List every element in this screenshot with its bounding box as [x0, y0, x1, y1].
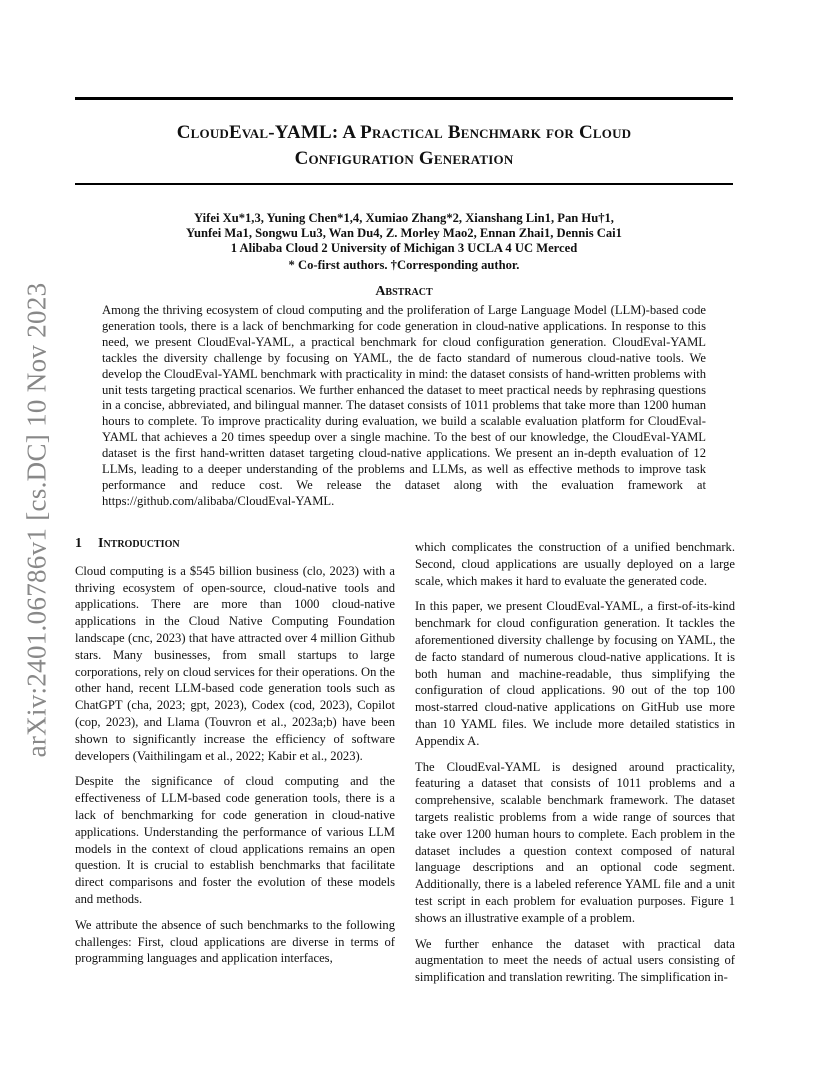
intro-paragraph-2: Despite the significance of cloud computing and the effectiveness of LLM-based code generation tools, there is a lack of benchmarking for code generation in cloud-native applications. Understanding the performance of various LLM models in the context of cloud applications remains an open question. It is crucial to establish benchmarks that facilitate direct comparisons and foster the evolution of these models and methods.	[75, 774, 395, 906]
left-column	[75, 536, 395, 976]
author-block	[75, 211, 733, 273]
intro-paragraph-6: The CloudEval-YAML is designed around practicality, featuring a dataset that consists of 1011 problems and a comprehensive, scalable benchmark framework. The dataset targets realistic problems from a wide range of sources that take over 1200 human hours to complete. Each problem in the dataset includes a question context composed of natural language descriptions and an optional code segment. Additionally, there is a labeled reference YAML file and a unit test script in each problem for evaluation purposes. Figure 1 shows an illustrative example of a problem.	[415, 759, 735, 925]
intro-paragraph-7: We further enhance the dataset with practical data augmentation to meet the needs of actual users consisting of simplification and translation rewriting. The simplification in-	[415, 936, 735, 985]
section-number: 1	[75, 536, 82, 551]
authors-line-2: Yunfei Ma1, Songwu Lu3, Wan Du4, Z. Morley Mao2, Ennan Zhai1, Dennis Cai1	[186, 226, 622, 240]
intro-paragraph-3: We attribute the absence of such benchmarks to the following challenges: First, cloud applications are diverse in terms of programming languages and application interfaces,	[75, 917, 395, 966]
authors-line-1: Yifei Xu*1,3, Yuning Chen*1,4, Xumiao Zhang*2, Xianshang Lin1, Pan Hu†1,	[194, 211, 614, 225]
right-column	[415, 539, 735, 995]
section-heading	[75, 536, 395, 553]
intro-paragraph-4: which complicates the construction of a unified benchmark. Second, cloud applications are usually deployed on a large scale, which makes it hard to evaluate the generated code.	[415, 540, 735, 588]
arxiv-stamp[interactable]	[22, 282, 52, 758]
arxiv-identifier: arXiv:2401.06786v1 [cs.DC] 10 Nov 2023	[21, 282, 52, 758]
paper-title	[75, 120, 733, 172]
abstract-heading: Abstract	[375, 284, 433, 299]
title-line-2: Configuration Generation	[294, 148, 514, 169]
abstract-text: Among the thriving ecosystem of cloud computing and the proliferation of Large Language Model (LLM)-based code generation tools, there is a lack of benchmarking for code generation in cloud-native applications. In response to this need, we present CloudEval-YAML, a practical benchmark for cloud configuration generation. CloudEval-YAML tackles the diversity challenge by focusing on YAML, the de facto standard of numerous cloud-native tools. We develop the CloudEval-YAML benchmark with practicality in mind: the dataset consists of hand-written problems with unit tests targeting practical scenarios. We further enhanced the dataset to meet practical needs by rephrasing questions in a concise, abbreviated, and bilingual manner. The dataset consists of 1011 problems that take more than 1200 human hours to complete. To improve practicality during evaluation, we build a scalable evaluation platform for CloudEval-YAML that achieves a 20 times speedup over a single machine. To the best of our knowledge, the CloudEval-YAML dataset is the first hand-written dataset targeting cloud-native applications. We present an in-depth evaluation of 12 LLMs, leading to a deeper understanding of the problems and LLMs, as well as effective methods to improve task performance and reduce cost. We release the dataset along with the evaluation framework at https://github.com/alibaba/CloudEval-YAML.	[102, 303, 706, 508]
bottom-rule	[75, 183, 733, 185]
intro-paragraph-5: In this paper, we present CloudEval-YAML, a first-of-its-kind benchmark for cloud configuration generation. It tackles the aforementioned diversity challenge by focusing on YAML, the de facto standard of numerous cloud-native applications. It is both human and machine-readable, thus simplifying the configuration of cloud applications. 90 out of the top 100 most-starred cloud-native applications on GitHub use more than 10 YAML files. We include more detailed statistics in Appendix A.	[415, 599, 735, 748]
intro-paragraph-1: Cloud computing is a $545 billion business (clo, 2023) with a thriving ecosystem of open-source, cloud-native tools and applications. There are more than 1000 cloud-native applications in the Cloud Native Computing Foundation landscape (cnc, 2023) that have attracted over 4 million Github stars. Many businesses, from small startups to large corporations, rely on cloud services for their operations. On the other hand, recent LLM-based code generation tools such as ChatGPT (cha, 2023; gpt, 2023), Codex (cod, 2023), Copilot (cop, 2023), and Llama (Touvron et al., 2023a;b) have been shown to significantly increase the efficiency of software developers (Vaithilingam et al., 2022; Kabir et al., 2023).	[75, 563, 395, 763]
title-line-1: CloudEval-YAML: A Practical Benchmark for Cloud	[176, 122, 632, 143]
section-title: Introduction	[98, 536, 180, 551]
author-note: * Co-first authors. †Corresponding author.	[288, 258, 520, 272]
top-rule	[75, 97, 733, 100]
affiliations: 1 Alibaba Cloud 2 University of Michigan 3 UCLA 4 UC Merced	[230, 241, 578, 255]
